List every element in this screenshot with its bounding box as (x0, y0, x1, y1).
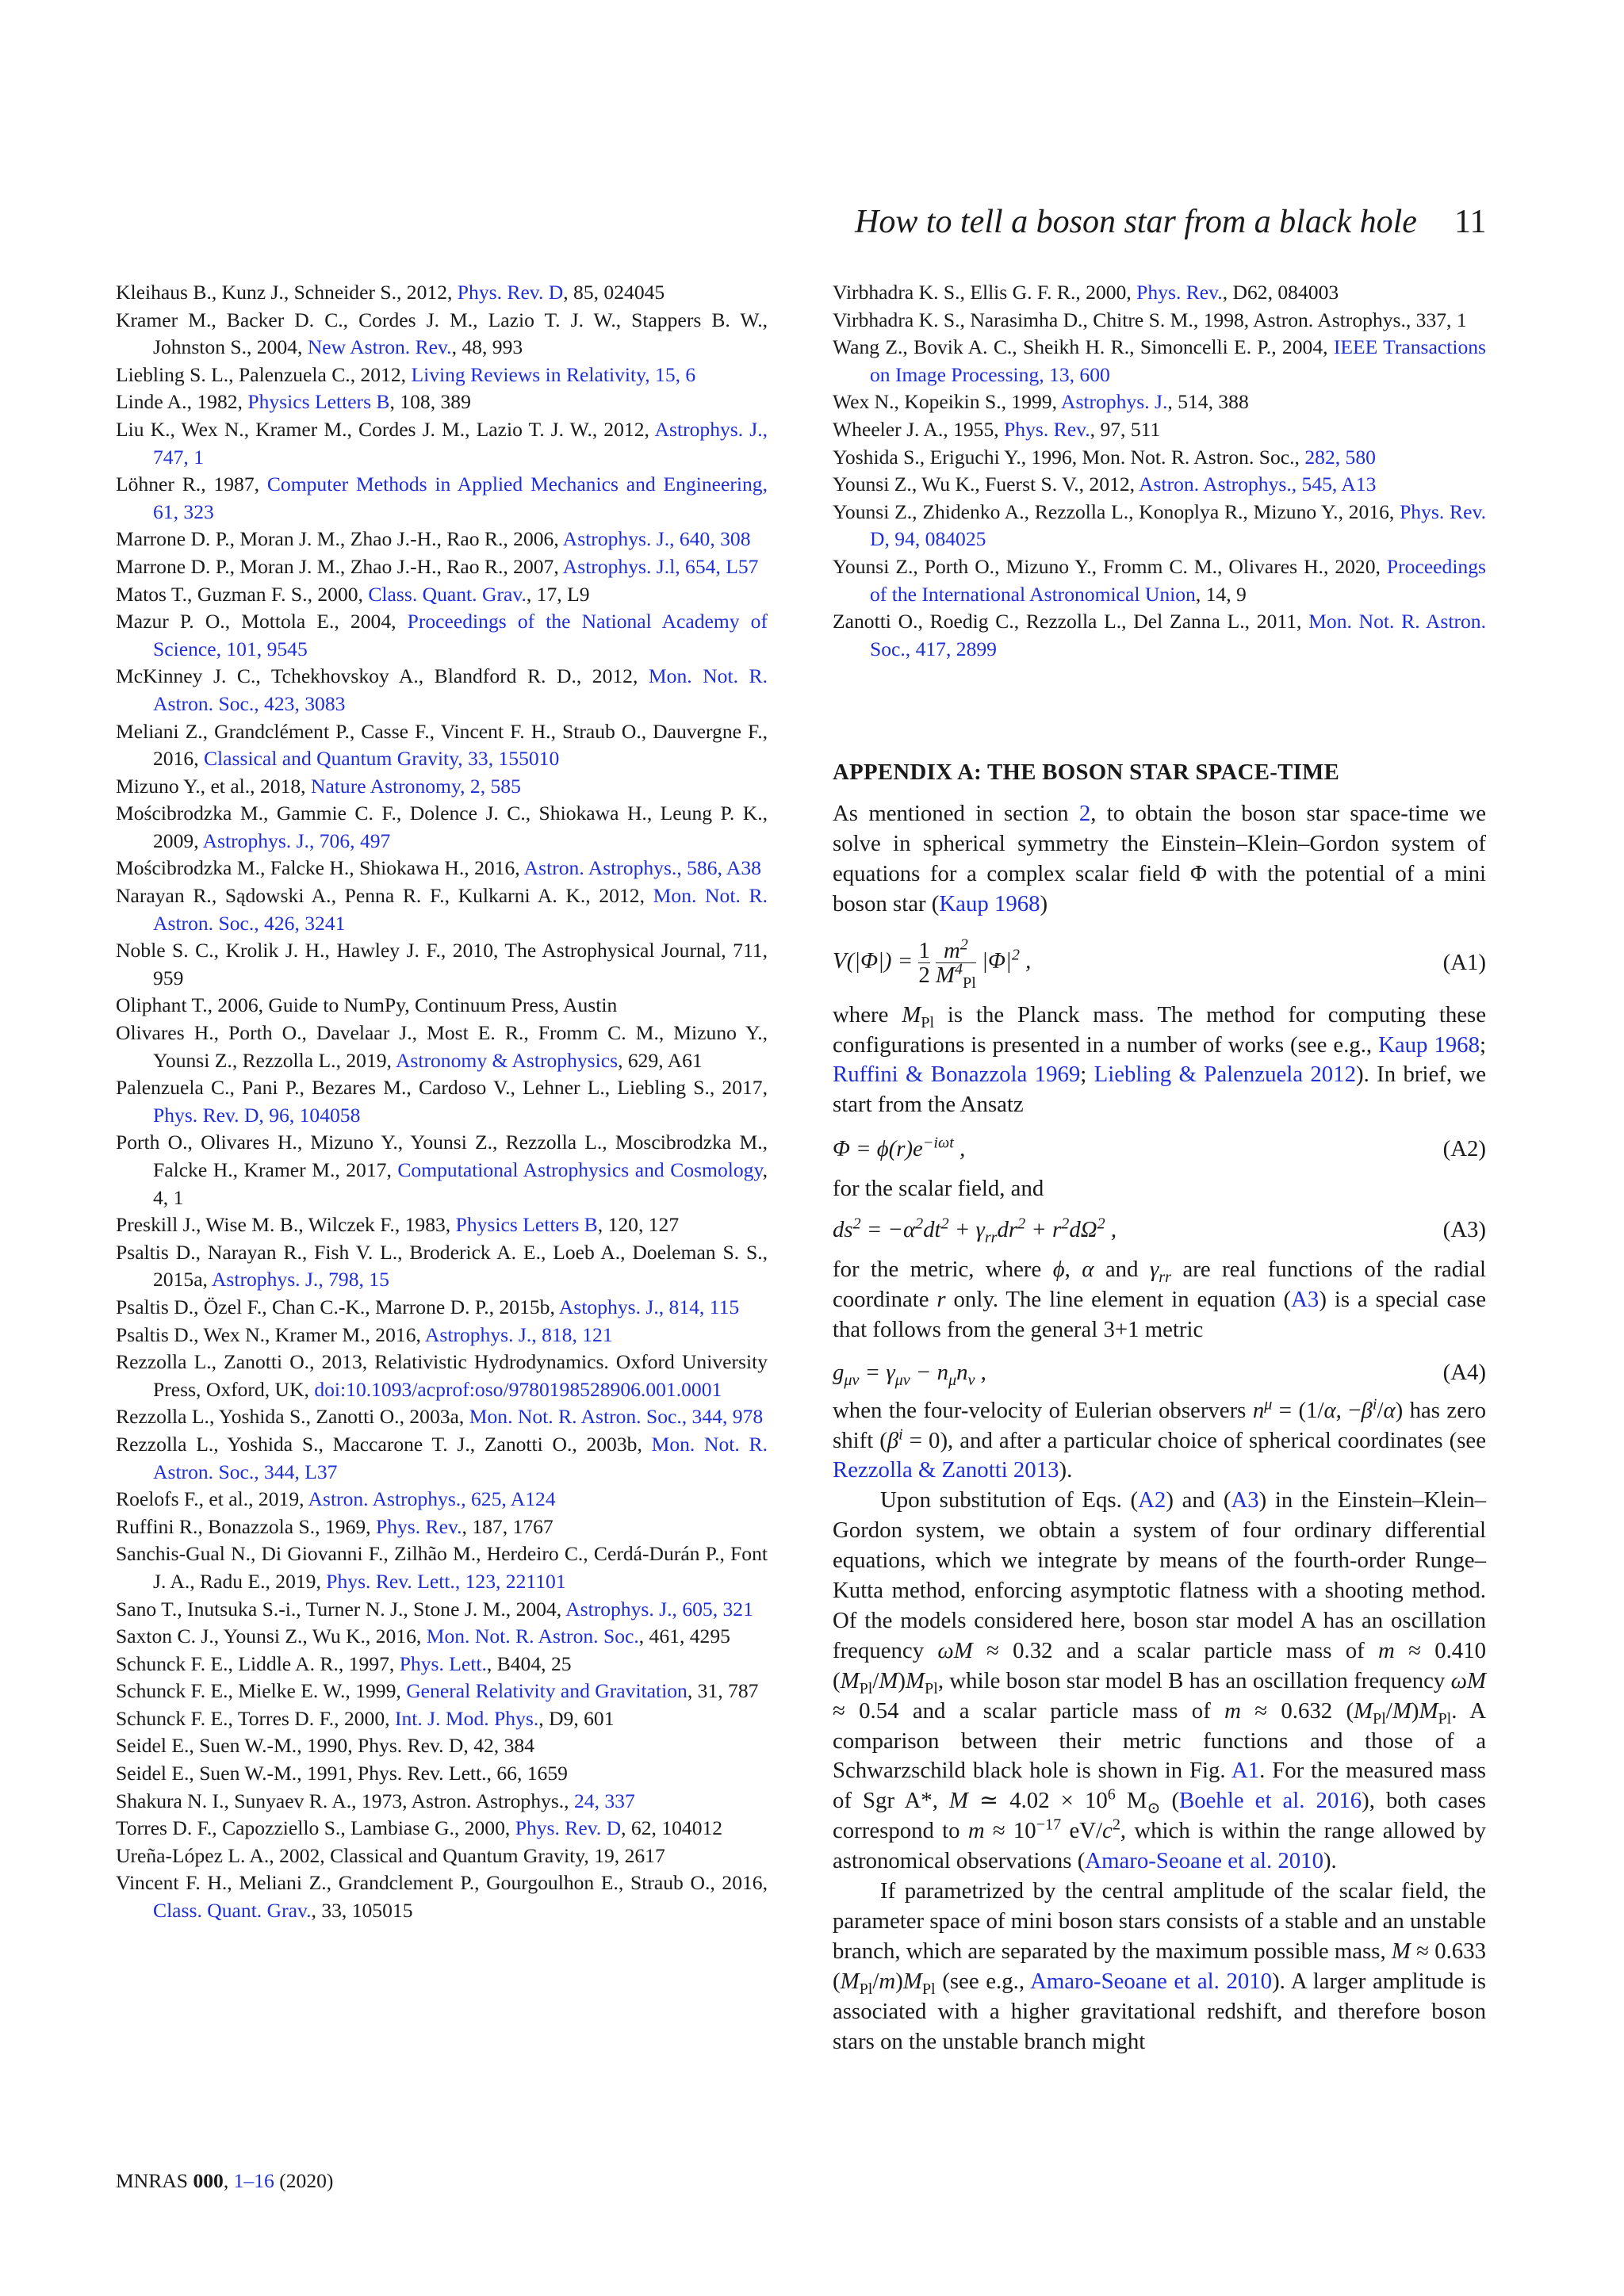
page-number: 11 (1454, 204, 1487, 240)
reference-entry: Wang Z., Bovik A. C., Sheikh H. R., Simoncelli E. P., 2004, IEEE Transactions on Image Processing, 13, 600 (833, 335, 1486, 386)
reference-entry: Younsi Z., Porth O., Mizuno Y., Fromm C. M., Olivares H., 2020, Proceedings of the International Astronomical Union, 14, 9 (833, 554, 1486, 606)
reference-link[interactable]: Phys. Lett. (399, 1651, 487, 1675)
reference-entry: Saxton C. J., Younsi Z., Wu K., 2016, Mon. Not. R. Astron. Soc., 461, 4295 (116, 1624, 730, 1648)
reference-link[interactable]: Computer Methods in Applied Mechanics and Engineering, 61, 323 (153, 473, 768, 523)
page-range-link[interactable]: 1–16 (233, 2169, 274, 2192)
reference-link[interactable]: Phys. Rev. (1004, 417, 1090, 441)
equation-a2: $\Phi = \phi(r)e^{-i\omega t}$ , (A2) (833, 1135, 1486, 1165)
reference-entry: Porth O., Olivares H., Mizuno Y., Younsi Z., Rezzolla L., Moscibrodzka M., Falcke H., Kramer M., 2017, Computational Astrophysics and Cosmology, 4, 1 (116, 1131, 768, 1209)
reference-entry: Torres D. F., Capozziello S., Lambiase G., 2000, Phys. Rev. D, 62, 104012 (116, 1816, 723, 1840)
reference-link[interactable]: General Relativity and Gravitation (406, 1679, 688, 1703)
appendix-paragraph-3: for the scalar field, and (833, 1176, 1044, 1202)
reference-link[interactable]: Proceedings of the National Academy of Science, 101, 9545 (153, 610, 768, 660)
reference-entry: Virbhadra K. S., Ellis G. F. R., 2000, Phys. Rev., D62, 084003 (833, 281, 1339, 304)
citation-link[interactable]: Liebling & Palenzuela 2012 (1094, 1062, 1356, 1088)
reference-entry: Mościbrodzka M., Gammie C. F., Dolence J. C., Shiokawa H., Leung P. K., 2009, Astrophys. J., 706, 497 (116, 802, 768, 852)
reference-entry: Shakura N. I., Sunyaev R. A., 1973, Astron. Astrophys., 24, 337 (116, 1789, 635, 1812)
figure-link[interactable]: A1 (1231, 1758, 1260, 1784)
reference-link[interactable]: New Astron. Rev. (307, 335, 452, 359)
reference-link[interactable]: Mon. Not. R. Astron. Soc., 417, 2899 (870, 610, 1486, 660)
reference-entry: Kramer M., Backer D. C., Cordes J. M., Lazio T. J. W., Stappers B. W., Johnston S., 2004, New Astron. Rev., 48, 993 (116, 308, 768, 359)
reference-entry: Rezzolla L., Zanotti O., 2013, Relativistic Hydrodynamics. Oxford University Press, Oxford, UK, doi:10.1093/acprof:oso/9780198528906.001.0001 (116, 1350, 768, 1401)
reference-link[interactable]: Astrophys. J. (1061, 390, 1168, 414)
citation-link[interactable]: Kaup 1968 (1378, 1031, 1480, 1058)
appendix-paragraph-4: for the metric, where ϕ, α and $\gamma_{rr}$ are real functions of the radial coordinate r only. The line element in equation (A3) is a special case that follows from the general 3+1 metric (833, 1256, 1486, 1342)
reference-link[interactable]: Astron. Astrophys., 586, A38 (523, 856, 761, 880)
reference-entry: Sanchis-Gual N., Di Giovanni F., Zilhão M., Herdeiro C., Cerdá-Durán P., Font J. A., Radu E., 2019, Phys. Rev. Lett., 123, 221101 (116, 1542, 768, 1593)
equation-number-a4: (A4) (1442, 1359, 1486, 1385)
reference-link[interactable]: Astophys. J., 814, 115 (558, 1295, 740, 1318)
reference-entry: Ureña-López L. A., 2002, Classical and Quantum Gravity, 19, 2617 (116, 1843, 665, 1867)
reference-entry: Schunck F. E., Liddle A. R., 1997, Phys. Lett., B404, 25 (116, 1651, 572, 1675)
reference-entry: Narayan R., Sądowski A., Penna R. F., Kulkarni A. K., 2012, Mon. Not. R. Astron. Soc., 426, 3241 (116, 884, 768, 935)
reference-link[interactable]: Astrophys. J., 818, 121 (424, 1322, 613, 1346)
reference-entry: Psaltis D., Narayan R., Fish V. L., Broderick A. E., Loeb A., Doeleman S. S., 2015a, Astrophys. J., 798, 15 (116, 1240, 768, 1292)
reference-entry: Olivares H., Porth O., Davelaar J., Most E. R., Fromm C. M., Mizuno Y., Younsi Z., Rezzolla L., 2019, Astronomy & Astrophysics, 629, A61 (116, 1021, 768, 1072)
reference-link[interactable]: Astrophys. J., 747, 1 (153, 417, 768, 469)
reference-link[interactable]: Class. Quant. Grav. (153, 1899, 312, 1923)
reference-link[interactable]: Mon. Not. R. Astron. Soc. (426, 1624, 639, 1648)
reference-link[interactable]: Astrophys. J., 605, 321 (565, 1597, 753, 1621)
references-left-column (116, 279, 768, 1925)
reference-link[interactable]: Mon. Not. R. Astron. Soc., 344, L37 (153, 1432, 768, 1483)
reference-link[interactable]: IEEE Transactions on Image Processing, 13, 600 (870, 335, 1486, 386)
appendix-paragraph-1: As mentioned in section 2, to obtain the boson star space-time we solve in spherical symmetry the Einstein–Klein–Gordon system of equations for a complex scalar field Φ with the potential of a mini boson star (Kaup 1968) (833, 801, 1486, 916)
reference-entry: Löhner R., 1987, Computer Methods in Applied Mechanics and Engineering, 61, 323 (116, 473, 768, 523)
reference-entry: Linde A., 1982, Physics Letters B, 108, 389 (116, 390, 471, 414)
reference-link[interactable]: Computational Astrophysics and Cosmology (397, 1158, 763, 1181)
equation-a4: $g_{\mu\nu} = \gamma_{\mu\nu} - n_\mu n_\nu$ , (A4) (833, 1359, 1486, 1389)
reference-link[interactable]: Mon. Not. R. Astron. Soc., 423, 3083 (153, 664, 768, 715)
appendix-paragraph-7: If parametrized by the central amplitude of the scalar field, the parameter space of mini boson stars consists of a stable and an unstable branch, which are separated by the maximum possible mass, M ≈ 0.633 $(M_{Pl}/m)M_{Pl}$ (see e.g., Amaro-Seoane et al. 2010). A larger amplitude is associated with a higher gravitational redshift, and therefore boson stars on the unstable branch might (833, 1878, 1487, 2054)
reference-link[interactable]: Astrophys. J., 798, 15 (211, 1268, 389, 1292)
reference-entry: Psaltis D., Özel F., Chan C.-K., Marrone D. P., 2015b, Astophys. J., 814, 115 (116, 1295, 740, 1318)
reference-entry: Palenzuela C., Pani P., Bezares M., Cardoso V., Lehner L., Liebling S., 2017, Phys. Rev. D, 96, 104058 (116, 1076, 768, 1127)
reference-entry: Mazur P. O., Mottola E., 2004, Proceedings of the National Academy of Science, 101, 9545 (116, 610, 768, 660)
equation-number-a2: (A2) (1442, 1136, 1486, 1162)
reference-link[interactable]: Astronomy & Astrophysics (395, 1048, 619, 1072)
reference-entry: Marrone D. P., Moran J. M., Zhao J.-H., Rao R., 2007, Astrophys. J.l, 654, L57 (116, 554, 759, 578)
reference-entry: Mizuno Y., et al., 2018, Nature Astronomy, 2, 585 (116, 774, 521, 798)
reference-link[interactable]: 282, 580 (1304, 445, 1376, 469)
equation-link[interactable]: A3 (1291, 1286, 1320, 1312)
reference-entry: Seidel E., Suen W.-M., 1990, Phys. Rev. D, 42, 384 (116, 1734, 534, 1758)
reference-link[interactable]: Astrophys. J., 706, 497 (202, 828, 391, 852)
appendix-heading: APPENDIX A: THE BOSON STAR SPACE-TIME (833, 760, 1340, 785)
citation-link[interactable]: Kaup 1968 (939, 890, 1040, 916)
reference-link[interactable]: Phys. Rev. (375, 1514, 462, 1538)
reference-link[interactable]: Physics Letters B (455, 1213, 598, 1237)
reference-link[interactable]: 24, 337 (573, 1789, 635, 1812)
citation-link[interactable]: Rezzolla & Zanotti 2013 (833, 1457, 1059, 1483)
reference-link[interactable]: Astrophys. J.l, 654, L57 (562, 554, 759, 578)
reference-entry: Marrone D. P., Moran J. M., Zhao J.-H., Rao R., 2006, Astrophys. J., 640, 308 (116, 527, 751, 551)
equation-number-a3: (A3) (1442, 1217, 1486, 1243)
reference-link[interactable]: Mon. Not. R. Astron. Soc., 426, 3241 (153, 884, 768, 935)
page-footer: MNRAS 000, 1–16 (2020) (116, 2169, 334, 2192)
appendix-paragraph-6: Upon substitution of Eqs. (A2) and (A3) in the Einstein–Klein–Gordon system, we obtain a system of four ordinary differential equations, which we integrate by means of the fourth-order Runge–Kutta method, enforcing asymptotic flatness with a shooting method. Of the models considered here, boson star model A has an oscillation frequency ωM ≈ 0.32 and a scalar particle mass of m ≈ 0.410 $(M_{Pl}/M)M_{Pl}$, while boson star model B has an oscillation frequency ωM ≈ 0.54 and a scalar particle mass of m ≈ 0.632 $(M_{Pl}/M)M_{Pl}$. A comparison between their metric functions and those of a Schwarzschild black hole is shown in Fig. A1. For the measured mass of Sgr A*, M ≃ $4.02 \times 10^6$ $M_⊙$ (Boehle et al. 2016), both cases correspond to $m \approx 10^{-17}$ $eV/c^2$, which is within the range allowed by astronomical observations (Amaro-Seoane et al. 2010). (833, 1487, 1487, 1874)
reference-entry: Zanotti O., Roedig C., Rezzolla L., Del Zanna L., 2011, Mon. Not. R. Astron. Soc., 417, 2899 (833, 610, 1486, 660)
reference-link[interactable]: Phys. Rev. D, 96, 104058 (153, 1103, 361, 1127)
reference-entry: Roelofs F., et al., 2019, Astron. Astrophys., 625, A124 (116, 1487, 556, 1511)
citation-link[interactable]: Amaro-Seoane et al. 2010 (1030, 1968, 1273, 1994)
reference-link[interactable]: Astron. Astrophys., 625, A124 (308, 1487, 556, 1511)
reference-entry: McKinney J. C., Tchekhovskoy A., Blandford R. D., 2012, Mon. Not. R. Astron. Soc., 423, 3083 (116, 664, 768, 715)
reference-entry: Seidel E., Suen W.-M., 1991, Phys. Rev. Lett., 66, 1659 (116, 1762, 568, 1785)
reference-link[interactable]: Phys. Rev. Lett., 123, 221101 (326, 1569, 566, 1593)
reference-link[interactable]: Phys. Rev. D, 94, 084025 (870, 499, 1486, 551)
reference-link[interactable]: Int. J. Mod. Phys. (394, 1706, 539, 1730)
reference-entry: Noble S. C., Krolik J. H., Hawley J. F., 2010, The Astrophysical Journal, 711, 959 (116, 939, 768, 989)
reference-entry: Virbhadra K. S., Narasimha D., Chitre S. M., 1998, Astron. Astrophys., 337, 1 (833, 308, 1467, 331)
equation-link[interactable]: A2 (1138, 1487, 1166, 1513)
equation-a1: V(|Φ|) = $\frac{1}{2}$ $\frac{m^2}{M^4_{Pl}}$ $|\Phi|^2$ , (A1) (833, 936, 1486, 992)
reference-entry: Matos T., Guzman F. S., 2000, Class. Quant. Grav., 17, L9 (116, 582, 590, 606)
reference-link[interactable]: Phys. Rev. D (457, 281, 564, 304)
reference-entry: Wex N., Kopeikin S., 1999, Astrophys. J., 514, 388 (833, 390, 1249, 414)
reference-entry: Schunck F. E., Torres D. F., 2000, Int. J. Mod. Phys., D9, 601 (116, 1706, 615, 1730)
reference-entry: Yoshida S., Eriguchi Y., 1996, Mon. Not. R. Astron. Soc., 282, 580 (833, 445, 1376, 469)
references-right-column (833, 279, 1486, 663)
reference-link[interactable]: Phys. Rev. (1136, 281, 1223, 304)
reference-link[interactable]: Phys. Rev. D (515, 1816, 622, 1840)
reference-entry: Younsi Z., Wu K., Fuerst S. V., 2012, Astron. Astrophys., 545, A13 (833, 473, 1377, 496)
appendix-paragraph-2: where $M_{Pl}$ is the Planck mass. The method for computing these configurations is presented in a number of works (see e.g., Kaup 1968; Ruffini & Bonazzola 1969; Liebling & Palenzuela 2012). In brief, we start from the Ansatz (833, 1001, 1487, 1118)
citation-link[interactable]: Amaro-Seoane et al. 2010 (1085, 1848, 1323, 1874)
reference-entry: Vincent F. H., Meliani Z., Grandclement P., Gourgoulhon E., Straub O., 2016, Class. Quant. Grav., 33, 105015 (116, 1871, 768, 1923)
reference-link[interactable]: Living Reviews in Relativity, 15, 6 (411, 362, 696, 386)
reference-entry: Oliphant T., 2006, Guide to NumPy, Continuum Press, Austin (116, 993, 618, 1017)
reference-entry: Psaltis D., Wex N., Kramer M., 2016, Astrophys. J., 818, 121 (116, 1322, 613, 1346)
reference-link[interactable]: Astron. Astrophys., 545, A13 (1139, 473, 1377, 496)
reference-link[interactable]: Physics Letters B (247, 390, 390, 414)
running-title: How to tell a boson star from a black hole (855, 204, 1417, 240)
reference-entry: Younsi Z., Zhidenko A., Rezzolla L., Konoplya R., Mizuno Y., 2016, Phys. Rev. D, 94, 084025 (833, 499, 1486, 551)
citation-link[interactable]: Ruffini & Bonazzola 1969 (833, 1062, 1081, 1088)
reference-entry: Ruffini R., Bonazzola S., 1969, Phys. Rev., 187, 1767 (116, 1514, 553, 1538)
section-link[interactable]: 2 (1078, 801, 1091, 826)
reference-entry: Meliani Z., Grandclément P., Casse F., Vincent F. H., Straub O., Dauvergne F., 2016, Classical and Quantum Gravity, 33, 155010 (116, 719, 768, 771)
reference-entry: Rezzolla L., Yoshida S., Zanotti O., 2003a, Mon. Not. R. Astron. Soc., 344, 978 (116, 1405, 764, 1429)
equation-a3: $ds^2 = -\alpha^2dt^2 + \gamma_{rr}dr^2 + r^2d\Omega^2$ , (A3) (833, 1215, 1486, 1246)
reference-link[interactable]: Classical and Quantum Gravity, 33, 155010 (203, 747, 560, 771)
reference-entry: Mościbrodzka M., Falcke H., Shiokawa H., 2016, Astron. Astrophys., 586, A38 (116, 856, 761, 880)
reference-entry: Rezzolla L., Yoshida S., Maccarone T. J., Zanotti O., 2003b, Mon. Not. R. Astron. Soc., 344, L37 (116, 1432, 768, 1483)
reference-link[interactable]: doi:10.1093/acprof:oso/9780198528906.001.0001 (314, 1377, 722, 1401)
reference-link[interactable]: Proceedings of the International Astronomical Union (870, 554, 1486, 606)
reference-link[interactable]: Astrophys. J., 640, 308 (562, 527, 751, 551)
reference-link[interactable]: Nature Astronomy, 2, 585 (310, 774, 521, 798)
reference-entry: Liebling S. L., Palenzuela C., 2012, Living Reviews in Relativity, 15, 6 (116, 362, 696, 386)
appendix-body (833, 799, 1486, 2057)
reference-entry: Liu K., Wex N., Kramer M., Cordes J. M., Lazio T. J. W., 2012, Astrophys. J., 747, 1 (116, 417, 768, 469)
equation-number-a1: (A1) (1442, 949, 1486, 975)
citation-link[interactable]: Boehle et al. 2016 (1179, 1788, 1362, 1814)
reference-entry: Preskill J., Wise M. B., Wilczek F., 1983, Physics Letters B, 120, 127 (116, 1213, 680, 1237)
reference-link[interactable]: Class. Quant. Grav. (368, 582, 527, 606)
equation-link[interactable]: A3 (1231, 1487, 1259, 1513)
reference-entry: Schunck F. E., Mielke E. W., 1999, General Relativity and Gravitation, 31, 787 (116, 1679, 759, 1703)
appendix-paragraph-5: when the four-velocity of Eulerian observers $n^\mu = (1/\alpha$, $-\beta^i/\alpha$) has zero shift $(\beta^i = 0)$, and after a particular choice of spherical coordinates (see Rezzolla & Zanotti 2013). (833, 1395, 1486, 1483)
reference-link[interactable]: Mon. Not. R. Astron. Soc., 344, 978 (469, 1405, 764, 1429)
reference-entry: Kleihaus B., Kunz J., Schneider S., 2012, Phys. Rev. D, 85, 024045 (116, 281, 665, 304)
reference-entry: Sano T., Inutsuka S.-i., Turner N. J., Stone J. M., 2004, Astrophys. J., 605, 321 (116, 1597, 753, 1621)
reference-entry: Wheeler J. A., 1955, Phys. Rev., 97, 511 (833, 417, 1161, 441)
